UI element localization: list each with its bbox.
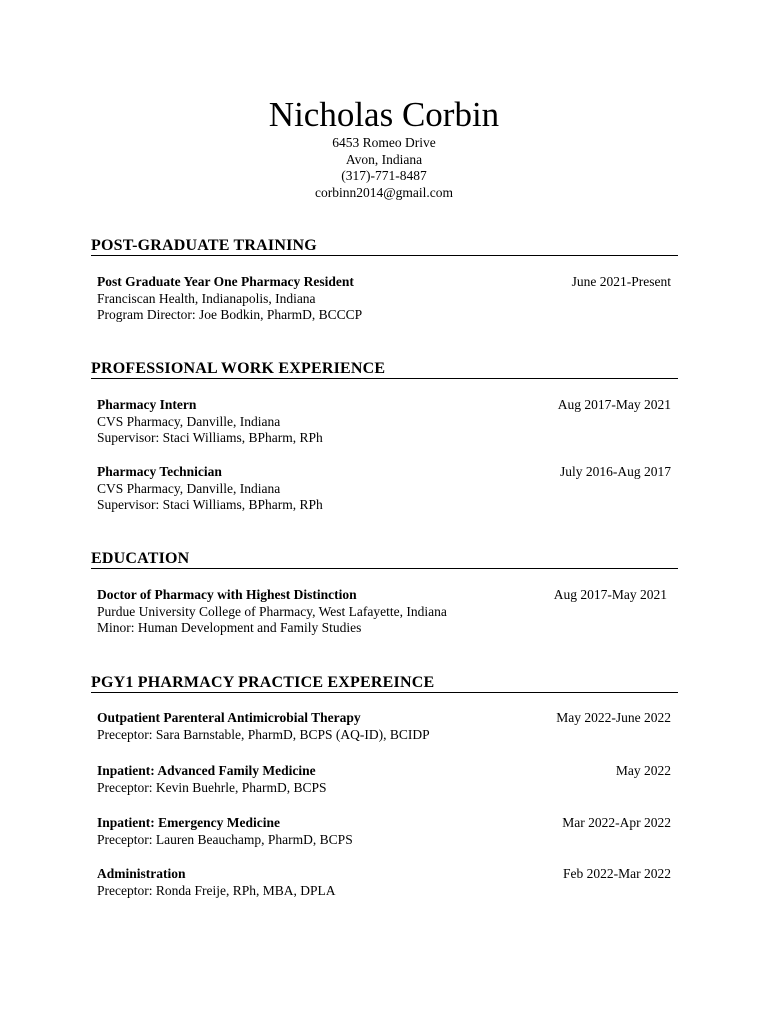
entry-date: July 2016-Aug 2017 [560,464,671,479]
applicant-name: Nicholas Corbin [268,95,500,134]
entry-header [97,397,671,414]
rotation-entry [97,815,671,848]
entry-header [97,274,671,291]
postgrad-entry [97,274,671,324]
entry-title: Pharmacy Technician [97,464,222,479]
rotation-entry [97,763,671,796]
entry-header [97,464,671,481]
education-entry [97,587,671,637]
entry-director: Program Director: Joe Bodkin, PharmD, BCCCP [97,307,363,323]
entry-header [97,763,671,780]
work-entry [97,397,671,447]
address-street: 6453 Romeo Drive [332,135,436,150]
address-city: Avon, Indiana [345,151,423,167]
entry-supervisor: Supervisor: Staci Williams, BPharm, RPh [97,430,323,446]
section-heading-education: EDUCATION [91,549,678,569]
entry-date: Mar 2022-Apr 2022 [562,815,671,830]
entry-title: Inpatient: Advanced Family Medicine [97,763,316,778]
entry-date: May 2022-June 2022 [556,710,671,725]
email-address: corbinn2014@gmail.com [314,184,454,200]
entry-date: May 2022 [615,763,671,778]
entry-preceptor: Preceptor: Sara Barnstable, PharmD, BCPS (AQ-ID), BCIDP [97,726,430,742]
entry-minor: Minor: Human Development and Family Studies [97,620,362,636]
section-heading-work: PROFESSIONAL WORK EXPERIENCE [91,359,678,379]
contact-block [0,135,768,201]
entry-institution: Purdue University College of Pharmacy, West Lafayette, Indiana [97,603,447,619]
entry-organization: CVS Pharmacy, Danville, Indiana [97,413,281,429]
entry-date: June 2021-Present [571,274,671,289]
section-heading-pgy1: PGY1 PHARMACY PRACTICE EXPEREINCE [91,673,678,693]
entry-preceptor: Preceptor: Lauren Beauchamp, PharmD, BCPS [97,831,353,847]
entry-header [97,866,671,883]
entry-date: Aug 2017-May 2021 [557,397,671,412]
entry-organization: Franciscan Health, Indianapolis, Indiana [97,290,316,306]
rotation-entry [97,710,671,743]
entry-preceptor: Preceptor: Kevin Buehrle, PharmD, BCPS [97,779,327,795]
entry-header [97,815,671,832]
entry-title: Pharmacy Intern [97,397,197,412]
entry-supervisor: Supervisor: Staci Williams, BPharm, RPh [97,497,323,513]
entry-organization: CVS Pharmacy, Danville, Indiana [97,480,281,496]
phone-number: (317)-771-8487 [341,168,427,184]
entry-header [97,587,671,604]
entry-header [97,710,671,727]
section-heading-postgrad: POST-GRADUATE TRAINING [91,236,678,256]
entry-date: Feb 2022-Mar 2022 [563,866,671,881]
work-entry [97,464,671,514]
entry-title: Inpatient: Emergency Medicine [97,815,280,830]
entry-title: Administration [97,866,186,881]
entry-preceptor: Preceptor: Ronda Freije, RPh, MBA, DPLA [97,882,336,898]
rotation-entry [97,866,671,899]
entry-title: Outpatient Parenteral Antimicrobial Therapy [97,710,361,725]
entry-title: Post Graduate Year One Pharmacy Resident [97,274,354,289]
entry-title: Doctor of Pharmacy with Highest Distinction [97,587,357,602]
entry-date: Aug 2017-May 2021 [553,587,667,602]
